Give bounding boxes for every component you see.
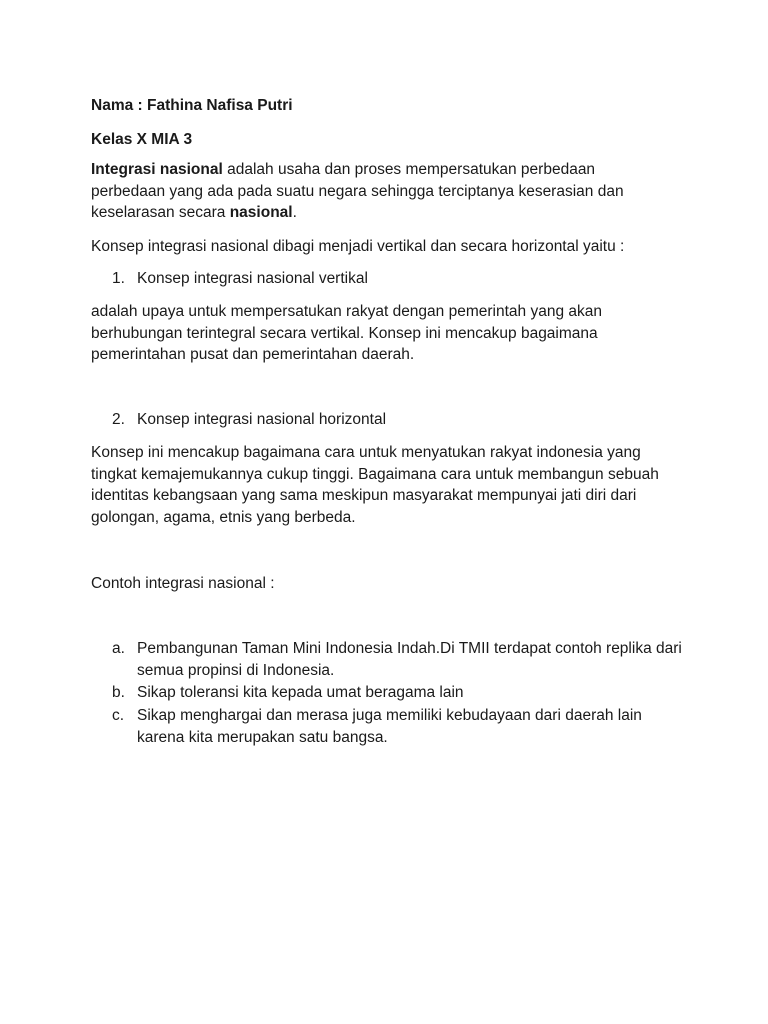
example-text: Sikap menghargai dan merasa juga memiliki kebudayaan dari daerah lain karena kita merupakan satu bangsa. [137,707,642,746]
concept-intro: Konsep integrasi nasional dibagi menjadi vertikal dan secara horizontal yaitu : [91,238,625,255]
intro-text-2: . [292,204,297,221]
student-class: Kelas X MIA 3 [91,131,193,148]
concept-description-2: Konsep ini mencakup bagaimana cara untuk menyatukan rakyat indonesia yang tingkat kemajemukannya cukup tinggi. Bagaimana cara untuk membangun sebuah identitas kebangsaan yang sama meskipun masyarakat mempunyai jati diri dari golongan, agama, etnis yang berbeda. [91,444,659,526]
intro-term: Integrasi nasional [91,161,223,178]
intro-paragraph [91,159,651,224]
concept-title: Konsep integrasi nasional horizontal [137,411,387,428]
example-text: Pembangunan Taman Mini Indonesia Indah.Di TMII terdapat contoh replika dari semua propinsi di Indonesia. [137,640,682,679]
example-item-c [112,705,692,749]
example-item-b [112,682,692,704]
student-name: Nama : Fathina Nafisa Putri [91,97,293,114]
intro-text-1: adalah usaha dan proses mempersatukan perbedaan perbedaan yang ada pada suatu negara sehingga terciptanya keserasian dan keselarasan secara [91,161,624,221]
list-marker: b. [112,684,125,701]
list-marker: c. [112,707,125,724]
concept-description-1: adalah upaya untuk mempersatukan rakyat dengan pemerintah yang akan berhubungan terintegral secara vertikal. Konsep ini mencakup bagaimana pemerintahan pusat dan pemerintahan daerah. [91,303,602,363]
list-marker: 1. [112,270,125,287]
intro-term-2: nasional [229,204,293,221]
list-marker: 2. [112,411,125,428]
example-item-a [112,638,692,682]
list-marker: a. [112,640,125,657]
concept-heading-2 [112,409,692,431]
examples-heading: Contoh integrasi nasional : [91,575,275,592]
concept-heading-1 [112,268,692,290]
concept-title: Konsep integrasi nasional vertikal [137,270,368,287]
example-text: Sikap toleransi kita kepada umat beragama lain [137,684,464,701]
